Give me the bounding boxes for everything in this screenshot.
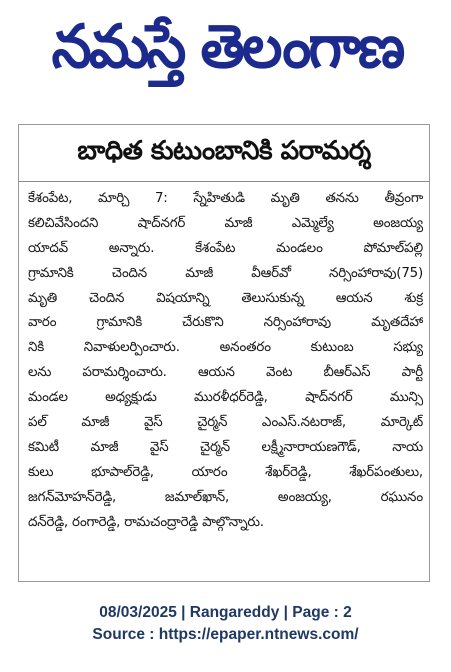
article-line: జగన్‌మోహన్‌రెడ్డి, జమాల్‌ఖాన్, అంజయ్య, రఘునం (28, 489, 423, 505)
article-line: యాదవ్ అన్నారు. కేశంపేట మండలం పోమాల్‌పల్లి (28, 240, 423, 256)
article-line: కేశంపేట, మార్చి 7: స్నేహితుడి మృతి తనను తీవ్రంగా (28, 191, 423, 206)
article-line: గ్రామానికి చెందిన మాజీ వీఆర్‌వో నర్సింహారావు(75) (28, 265, 423, 281)
article-line: లను పరామర్శించారు. ఆయన వెంట బీఆర్‌ఎస్ పార్టీ (28, 365, 423, 381)
footer-dateline: 08/03/2025 | Rangareddy | Page : 2 (99, 604, 352, 621)
article-line: మృతి చెందిన విషయాన్ని తెలుసుకున్న ఆయన శుక్ర (28, 290, 423, 306)
article-line: కులు భూపాల్‌రెడ్డి, యారం శేఖర్‌రెడ్డి, శేఖర్‌పంతులు, (28, 464, 423, 480)
article-body (28, 187, 423, 535)
article-box (18, 124, 430, 582)
headline-divider (19, 181, 429, 182)
article-line: కలిచివేసిందని షాద్‌నగర్ మాజీ ఎమ్మెల్యే అంజయ్య (28, 215, 423, 231)
article-line: నికి నివాళులర్పించారు. అనంతరం కుటుంబ సభ్యు (28, 340, 423, 356)
newspaper-logo: నమస్తే తెలంగాణ (51, 12, 403, 82)
footer-source: Source : https://epaper.ntnews.com/ (92, 626, 359, 643)
footer (0, 602, 451, 646)
article-line: దన్‌రెడ్డి, రంగారెడ్డి, రామచంద్రారెడ్డి పాల్గొన్నారు. (28, 514, 264, 530)
article-line: వారం గ్రామానికి చేరుకొని నర్సింహారావు మృతదేహా (28, 315, 423, 331)
article-line: కమిటీ మాజీ వైస్ చైర్మన్ లక్ష్మీనారాయణగౌడ్, నాయ (28, 439, 423, 455)
article-line: పల్ మాజీ వైస్ చైర్మన్ ఎంఎస్.నటరాజ్, మార్కెట్ (28, 415, 423, 431)
article-line: మండల అధ్యక్షుడు మురళీధర్‌రెడ్డి, షాద్‌నగర్ మున్సి (28, 390, 423, 406)
masthead (0, 0, 451, 98)
article-headline: బాధిత కుటుంబానికి పరామర్శ (77, 136, 371, 166)
